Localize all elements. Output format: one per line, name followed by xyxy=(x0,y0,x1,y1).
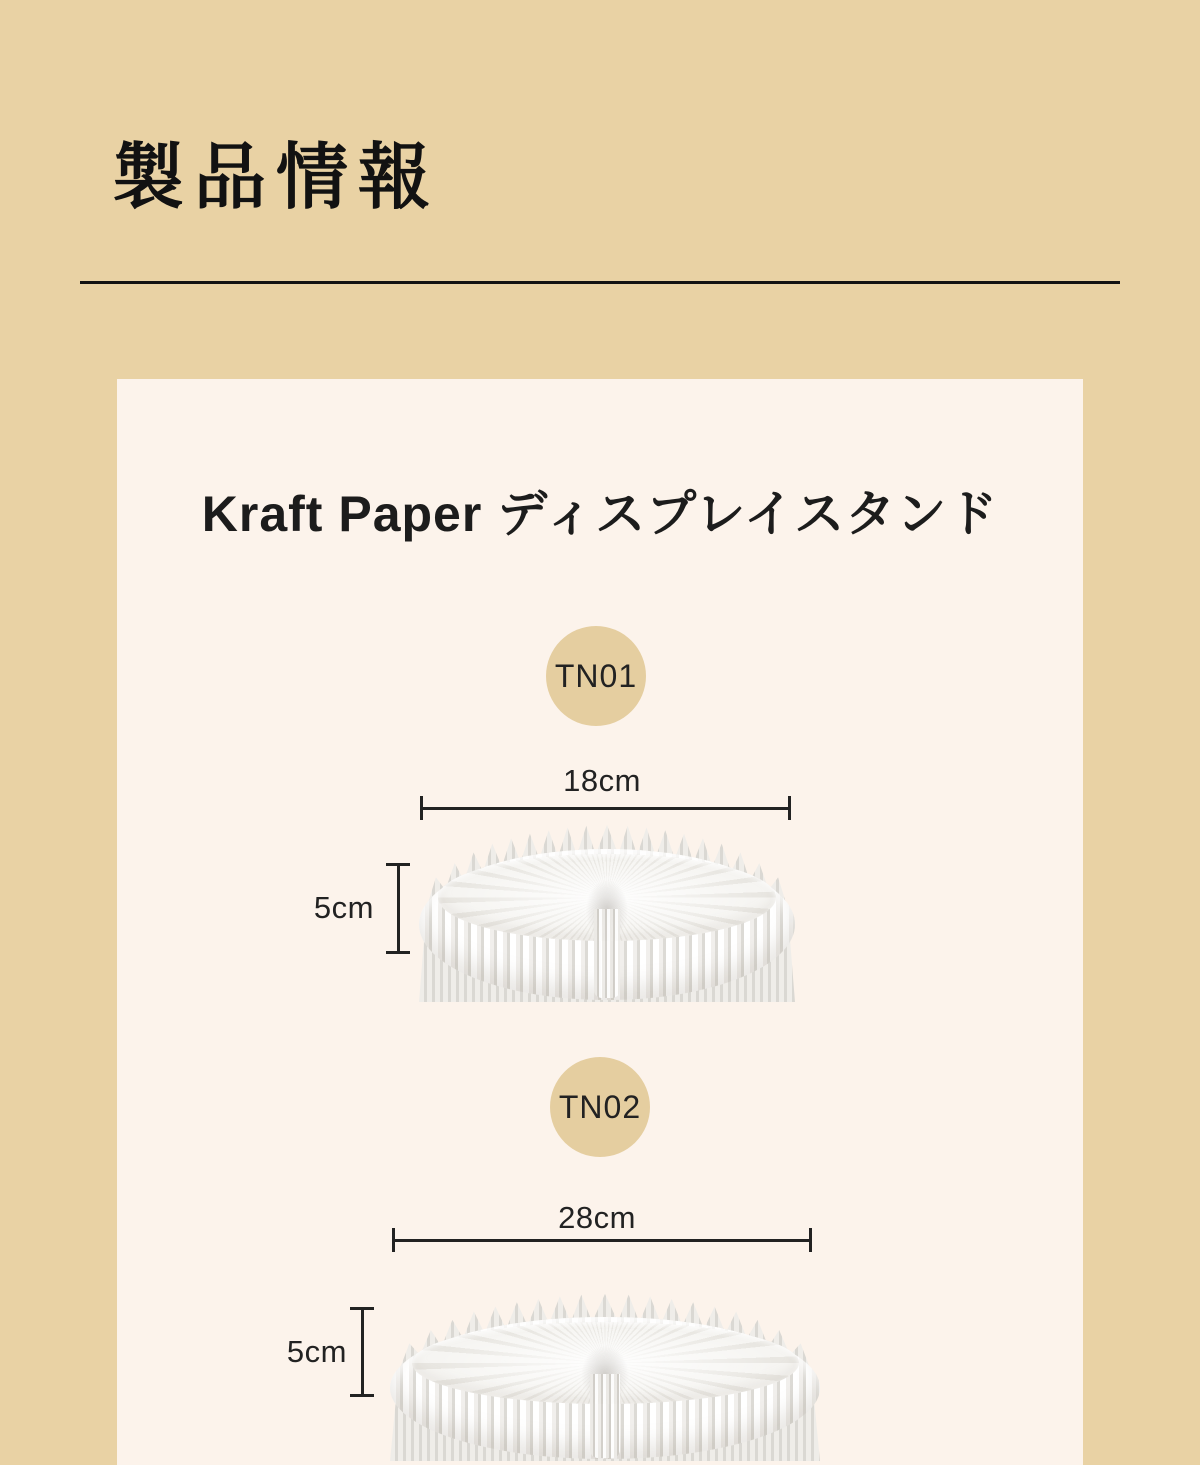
heading-divider xyxy=(80,281,1120,284)
height-dimension-line-tn02 xyxy=(350,1307,374,1397)
width-dimension-line-tn01 xyxy=(420,796,791,820)
honeycomb-front-seam xyxy=(594,909,620,998)
model-badge-label: TN01 xyxy=(554,657,638,694)
model-badge-label: TN02 xyxy=(558,1088,642,1125)
height-dimension-line-tn01 xyxy=(386,863,410,954)
width-dimension-label-tn01: 18cm xyxy=(563,763,641,798)
width-dimension-line-tn02 xyxy=(392,1228,812,1252)
page-title: 製品情報 xyxy=(112,138,441,218)
product-image-tn01 xyxy=(419,824,795,1002)
model-badge-tn02 xyxy=(550,1057,650,1157)
honeycomb-front-seam xyxy=(590,1374,620,1458)
product-name-title: Kraft Paper ディスプレイスタンド xyxy=(201,486,999,542)
model-badge-tn01 xyxy=(546,626,646,726)
product-image-tn02 xyxy=(390,1293,820,1461)
width-dimension-label-tn02: 28cm xyxy=(558,1200,636,1235)
height-dimension-label-tn01: 5cm xyxy=(313,890,374,925)
height-dimension-label-tn02: 5cm xyxy=(286,1334,347,1369)
product-info-card xyxy=(117,379,1083,1465)
